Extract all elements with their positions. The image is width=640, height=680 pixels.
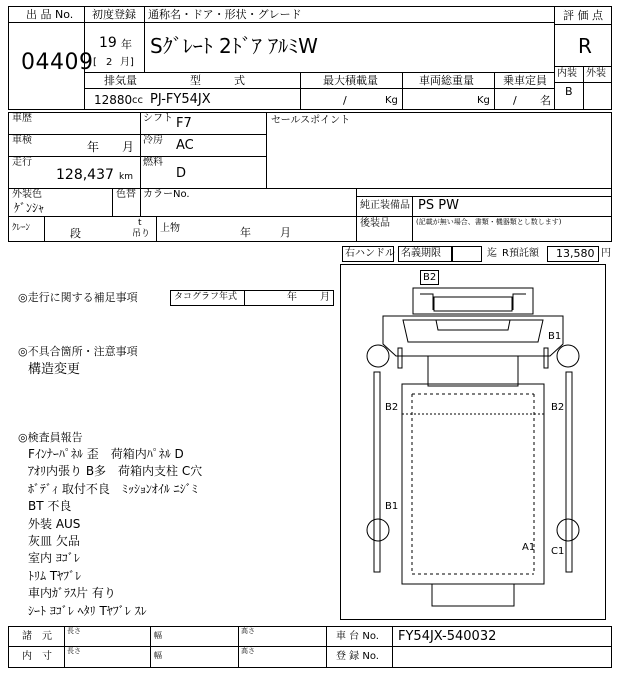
- ac-label: 冷房: [143, 135, 163, 146]
- divider: [402, 72, 403, 110]
- max-load-label: 最大積載量: [323, 74, 378, 87]
- inspection-label: 車検: [12, 135, 32, 146]
- inner-label: 内 寸: [22, 651, 52, 662]
- tacho-year-unit: 年: [287, 292, 297, 303]
- first-reg-label: 初度登録: [92, 8, 136, 21]
- width-label: 幅: [154, 631, 162, 640]
- lot-no: 04409: [21, 50, 94, 75]
- aftermarket-note: (記載が無い場合、書類・機器類とし数します): [416, 218, 562, 226]
- name-change-value-box: [452, 246, 482, 262]
- truck-outline-diagram: [340, 264, 606, 620]
- divider: [8, 134, 266, 135]
- type-value: PJ-FY54JX: [150, 92, 211, 107]
- reg-label: 登 録 No.: [336, 651, 379, 662]
- interior-grade: B: [565, 85, 573, 98]
- divider: [8, 646, 612, 647]
- divider: [8, 216, 356, 217]
- width-label: 幅: [154, 651, 162, 660]
- recycle-unit: 円: [601, 248, 611, 259]
- reg-month: 2: [106, 57, 113, 68]
- max-load-unit: Kg: [385, 95, 398, 106]
- reg-year: 19: [99, 35, 117, 51]
- cross-label: 迄: [487, 248, 497, 259]
- divider: [84, 72, 554, 73]
- divider: [300, 72, 301, 110]
- recycle-amount: 13,580: [556, 247, 595, 260]
- divider: [64, 626, 65, 668]
- chassis-label: 車 台 No.: [336, 631, 379, 642]
- model-desc: Sｸﾞﾚｰﾄ 2ﾄﾞｱ ｱﾙﾐW: [150, 34, 318, 58]
- damage-mark: B2: [385, 402, 399, 413]
- divider: [150, 626, 151, 668]
- mileage-label: 走行: [12, 157, 32, 168]
- inspector-line: ｼｰﾄ ﾖｺﾞﾚ ﾍﾀﾘ Tﾔﾌﾞﾚ ｽﾚ: [28, 603, 147, 618]
- sales-point-label: セールスポイント: [271, 115, 351, 126]
- inspector-title: ◎検査員報告: [18, 431, 83, 444]
- divider: [84, 88, 554, 89]
- height-label: 高さ: [241, 627, 255, 635]
- divider: [554, 6, 555, 110]
- divider: [392, 626, 393, 668]
- inspector-line: 室内 ﾖｺﾞﾚ: [28, 551, 80, 566]
- history-label: 車歴: [12, 113, 32, 124]
- shift-label: シフト: [143, 113, 173, 124]
- divider: [44, 216, 45, 242]
- interior-label: 内装: [557, 68, 577, 79]
- body-label: 上物: [160, 223, 180, 234]
- length-label: 長さ: [67, 647, 81, 655]
- displacement-label: 排気量: [104, 74, 137, 87]
- crane-ton-unit: t: [138, 218, 142, 228]
- lot-no-label: 出 品 No.: [26, 8, 74, 21]
- divider: [326, 626, 327, 668]
- divider: [8, 188, 612, 189]
- supplement-title: ◎走行に関する補足事項: [18, 291, 138, 304]
- length-label: 長さ: [67, 627, 81, 635]
- damage-mark: B1: [548, 331, 562, 342]
- reg-year-unit: 年: [121, 38, 132, 51]
- divider: [112, 188, 113, 216]
- damage-mark: A1: [522, 542, 536, 553]
- displacement-unit: cc: [132, 95, 143, 106]
- crane-stage-unit: 段: [70, 227, 81, 240]
- capacity-unit: 名: [540, 94, 551, 107]
- divider: [8, 22, 84, 23]
- options-label: 純正装備品: [360, 200, 410, 211]
- divider: [244, 290, 245, 306]
- options-value: PS PW: [418, 198, 459, 213]
- tachograph-label: タコグラフ年式: [174, 292, 238, 302]
- displacement: 12880: [94, 93, 133, 107]
- fuel-value: D: [176, 166, 187, 181]
- name-change-label: 名義期限: [401, 248, 441, 259]
- crane-lift-unit: 吊り: [132, 229, 151, 239]
- exterior-label: 外装: [586, 68, 606, 79]
- capacity-slash: /: [513, 94, 517, 107]
- divider: [356, 196, 612, 197]
- crane-label: ｸﾚｰﾝ: [12, 223, 31, 233]
- ac-value: AC: [176, 138, 194, 153]
- type-label: 型 式: [190, 74, 245, 87]
- model-desc-label: 通称名・ドア・形状・グレード: [148, 8, 302, 21]
- grade-value: R: [578, 34, 592, 58]
- divider: [140, 188, 141, 216]
- aftermarket-label: 後装品: [360, 218, 390, 229]
- tacho-month-unit: 月: [320, 292, 330, 303]
- divider: [144, 6, 145, 72]
- max-load-slash: /: [343, 94, 347, 107]
- reg-month-open: [: [93, 57, 97, 68]
- inspector-line: 外装 AUS: [28, 516, 81, 531]
- divider: [266, 112, 267, 188]
- grade-label: 評 価 点: [563, 9, 603, 22]
- color-label: 外装色: [12, 189, 42, 200]
- capacity-label: 乗車定員: [503, 74, 547, 87]
- defects-title: ◎不具合箇所・注意事項: [18, 345, 138, 358]
- divider: [583, 66, 584, 110]
- damage-mark: B2: [420, 270, 439, 285]
- rhd-label: 右ハンドル: [345, 248, 395, 259]
- divider: [554, 24, 612, 25]
- inspector-line: ﾄﾘﾑ Tﾔﾌﾞﾚ: [28, 568, 82, 583]
- divider: [494, 72, 495, 110]
- divider: [554, 82, 612, 83]
- body-month-unit: 月: [280, 226, 291, 239]
- specs-label: 諸 元: [22, 631, 52, 642]
- inspector-line: Fｲﾝﾅｰﾊﾟﾈﾙ 歪 荷箱内ﾊﾟﾈﾙ D: [28, 447, 184, 461]
- inspection-year-unit: 年: [87, 140, 100, 154]
- color-value: ｹﾞﾝｼｬ: [14, 201, 45, 215]
- mileage-unit: km: [119, 172, 133, 182]
- reg-month-unit: 月]: [120, 57, 134, 68]
- color-change-label: 色替: [116, 189, 136, 200]
- recycle-label: R預託額: [502, 248, 539, 259]
- inspector-line: BT 不良: [28, 499, 72, 514]
- damage-mark: B2: [551, 402, 565, 413]
- gross-weight-label: 車両総重量: [419, 74, 474, 87]
- divider: [412, 196, 413, 242]
- divider: [156, 216, 157, 242]
- gross-weight-unit: Kg: [477, 95, 490, 106]
- fuel-label: 燃料: [143, 157, 163, 168]
- footer-frame: [8, 626, 612, 668]
- damage-mark: B1: [385, 501, 399, 512]
- divider: [238, 626, 239, 668]
- divider: [8, 156, 266, 157]
- divider: [84, 22, 554, 23]
- inspection-month-unit: 月: [122, 140, 135, 154]
- shift-value: F7: [176, 116, 192, 131]
- mileage: 128,437: [56, 167, 114, 183]
- damage-mark: C1: [551, 546, 565, 557]
- inspector-line: 車内ｶﾞﾗｽ片 有り: [28, 586, 116, 601]
- inspector-line: ﾎﾞﾃﾞｨ 取付不良 ﾐｯｼｮﾝｵｲﾙ ﾆｼﾞﾐ: [28, 481, 198, 496]
- divider: [356, 216, 612, 217]
- divider: [140, 112, 141, 188]
- body-year-unit: 年: [240, 226, 251, 239]
- inspector-line: ｱｵﾘ内張り B多 荷箱内支柱 C穴: [28, 464, 203, 479]
- chassis-value: FY54JX-540032: [398, 629, 497, 644]
- color-no-label: カラーNo.: [143, 189, 190, 200]
- inspector-line: 灰皿 欠品: [28, 534, 80, 548]
- defects-value: 構造変更: [28, 362, 81, 377]
- height-label: 高さ: [241, 647, 255, 655]
